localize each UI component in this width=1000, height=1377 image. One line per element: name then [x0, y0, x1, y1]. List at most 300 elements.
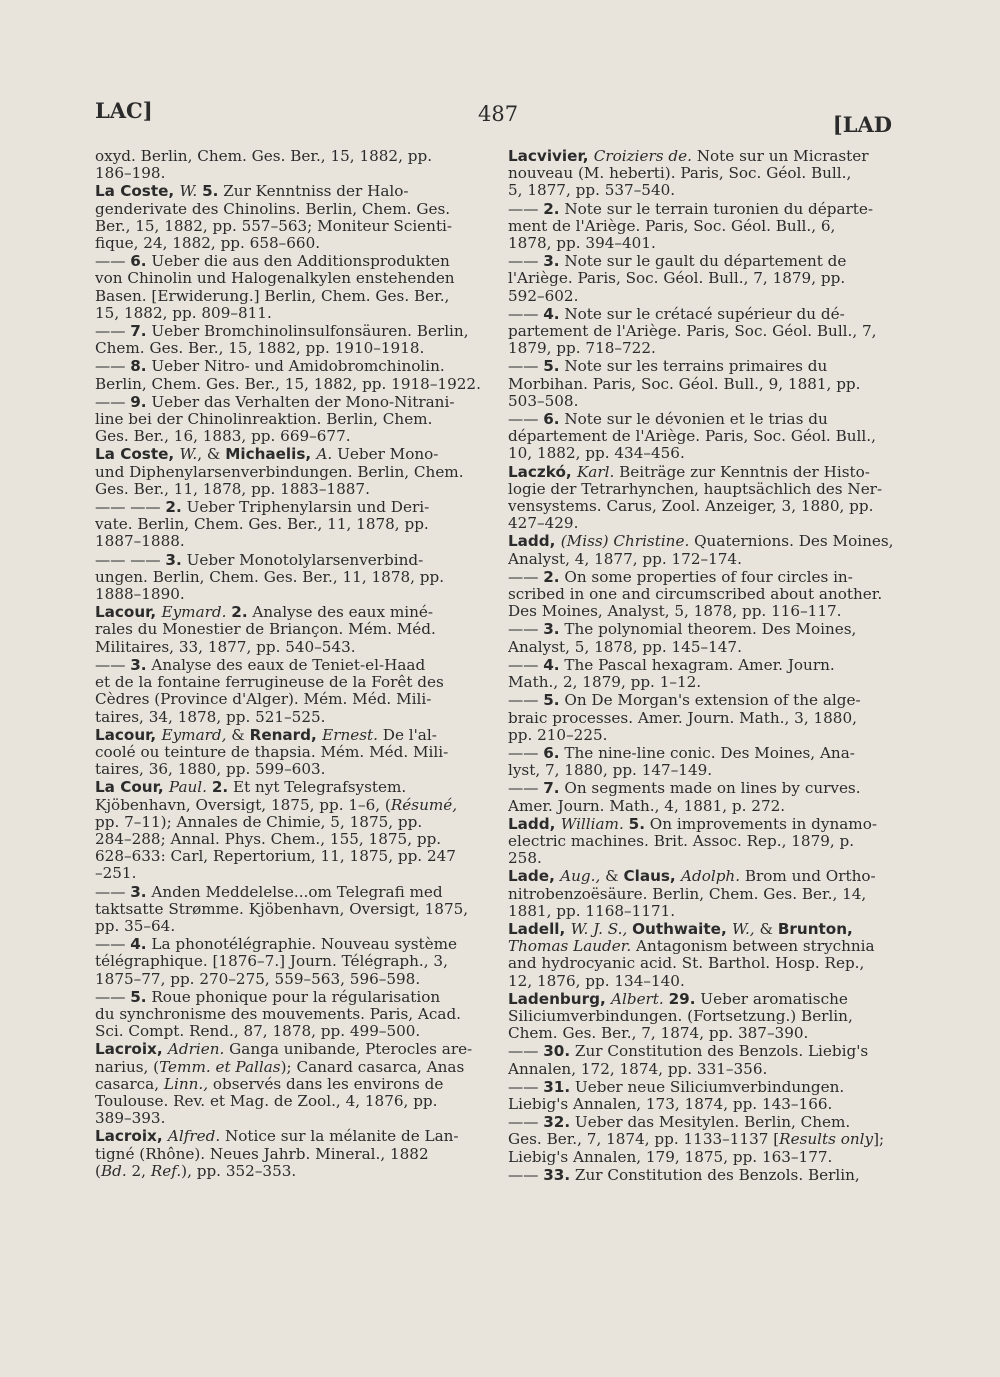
entry-text: vensystems. Carus, Zool. Anzeiger, 3, 1880, pp.: [508, 498, 874, 516]
entry-text: Ges. Ber., 7, 1874, pp. 1133–1137 [: [508, 1131, 780, 1149]
entry-text: Antagonism between strychnia: [631, 938, 875, 956]
entry-continuation-line: [508, 376, 893, 393]
entry-number: 7.: [130, 323, 147, 341]
entry-first-line: [95, 183, 483, 200]
entry-continuation-line: [508, 218, 893, 235]
entry-number: 6.: [543, 411, 560, 429]
entry-text: département de l'Ariège. Paris, Soc. Géol. Bull.,: [508, 428, 876, 446]
bibliography-entry: [95, 1041, 483, 1127]
bibliography-entry: [95, 604, 483, 656]
entry-continuation-line: [95, 376, 483, 393]
entry-text: ——: [508, 1078, 544, 1096]
entry-text: Ueber Monotolylarsenverbind-: [181, 551, 424, 569]
entry-number: 2.: [211, 779, 229, 797]
entry-text: 5, 1877, pp. 537–540.: [508, 182, 676, 200]
bibliography-entry: [508, 1043, 893, 1077]
entry-text: Siliciumverbindungen. (Fortsetzung.) Berlin,: [508, 1007, 853, 1025]
entry-first-line: [508, 657, 893, 674]
entry-text: &: [754, 920, 778, 938]
entry-first-line: [508, 306, 893, 323]
bibliography-entry: [508, 692, 893, 744]
entry-text: braic processes. Amer. Journ. Math., 3, 1880,: [508, 709, 857, 727]
entry-first-line: [95, 1128, 483, 1145]
entry-text: taires, 36, 1880, pp. 599–603.: [95, 761, 326, 779]
entry-continuation-line: [508, 674, 893, 691]
entry-text: La phonotélégraphie. Nouveau système: [146, 936, 457, 954]
entry-text: 389–393.: [95, 1110, 166, 1128]
entry-text: ——: [508, 621, 544, 639]
entry-continuation-line: [95, 831, 483, 848]
entry-text: ——: [508, 744, 544, 762]
entry-continuation-line: [95, 481, 483, 498]
entry-number: 3.: [543, 621, 560, 639]
entry-first-line: [508, 464, 893, 481]
entry-text: Note sur le crétacé supérieur du dé-: [559, 305, 845, 323]
entry-continuation-line: [95, 797, 483, 814]
entry-text: Beiträge zur Kenntnis der Histo-: [614, 463, 870, 481]
italic-text: W. J. S.,: [570, 920, 628, 938]
bibliography-entry: [95, 727, 483, 779]
entry-text: 503–508.: [508, 392, 579, 410]
entry-text: Basen. [Erwiderung.] Berlin, Chem. Ges. Ber.,: [95, 287, 450, 305]
entry-number: 5.: [628, 815, 645, 833]
entry-text: Ueber das Mesitylen. Berlin, Chem.: [570, 1114, 851, 1132]
entry-continuation-line: [508, 498, 893, 515]
entry-continuation-line: [95, 1110, 483, 1127]
entry-continuation-line: [508, 1061, 893, 1078]
entry-first-line: [508, 533, 893, 550]
entry-text: partement de l'Ariège. Paris, Soc. Géol. Bull., 7,: [508, 323, 877, 341]
entry-text: Ueber aromatische: [695, 990, 848, 1008]
entry-text: ——: [95, 393, 131, 411]
entry-number: 8.: [130, 358, 147, 376]
entry-text: 2,: [126, 1162, 151, 1180]
entry-text: tigné (Rhône). Neues Jahrb. Mineral., 1882: [95, 1145, 429, 1163]
entry-continuation-line: [95, 709, 483, 726]
entry-text: ), pp. 352–353.: [181, 1162, 297, 1180]
entry-text: Et nyt Telegrafsystem.: [228, 779, 407, 797]
entry-text: Sci. Compt. Rend., 87, 1878, pp. 499–500.: [95, 1023, 421, 1041]
entry-continuation-line: [95, 201, 483, 218]
entry-text: ——: [508, 1166, 544, 1184]
entry-text: 10, 1882, pp. 434–456.: [508, 445, 685, 463]
entry-continuation-line: [508, 428, 893, 445]
entry-text: 1888–1890.: [95, 586, 185, 604]
entry-continuation-line: [508, 182, 893, 199]
running-head-right: [LAD: [832, 112, 892, 137]
entry-continuation-line: [95, 1076, 483, 1093]
entry-number: 3.: [130, 656, 147, 674]
bibliography-entry: [95, 183, 483, 252]
entry-first-line: [95, 323, 483, 340]
entry-continuation-line: [508, 586, 893, 603]
italic-text: William.: [560, 815, 624, 833]
entry-text: ——: [95, 936, 131, 954]
entry-continuation-line: [95, 165, 483, 182]
entry-text: 12, 1876, pp. 134–140.: [508, 972, 685, 990]
entry-number: 2.: [543, 200, 560, 218]
entry-text: ——: [508, 411, 544, 429]
entry-first-line: [95, 604, 483, 621]
entry-first-line: [508, 253, 893, 270]
entry-first-line: [95, 394, 483, 411]
entry-continuation-line: [508, 481, 893, 498]
running-head-left: LAC]: [95, 98, 153, 123]
entry-text: oxyd. Berlin, Chem. Ges. Ber., 15, 1882, pp.: [95, 148, 433, 165]
entry-text: On some properties of four circles in-: [559, 568, 853, 586]
entry-continuation-line: [95, 340, 483, 357]
entry-continuation-line: [95, 639, 483, 656]
entry-first-line: [95, 446, 483, 463]
entry-first-line: [508, 411, 893, 428]
entry-number: 2.: [165, 499, 182, 517]
entry-number: 6.: [543, 744, 560, 762]
entry-first-line: [95, 358, 483, 375]
entry-first-line: [95, 1041, 483, 1058]
bibliography-entry: [95, 552, 483, 604]
entry-text: Cèdres (Province d'Alger). Mém. Méd. Mili-: [95, 691, 432, 709]
bibliography-entry: [508, 1079, 893, 1113]
entry-text: Kjöbenhavn, Oversigt, 1875, pp. 1–6, (: [95, 796, 391, 814]
entry-text: Berlin, Chem. Ges. Ber., 15, 1882, pp. 1918–1922.: [95, 375, 481, 393]
bibliography-entry: [508, 1167, 893, 1184]
entry-text: Ueber Bromchinolinsulfonsäuren. Berlin,: [146, 323, 469, 341]
entry-text: genderivate des Chinolins. Berlin, Chem. Ges.: [95, 200, 451, 218]
bibliography-entry: [508, 201, 893, 253]
entry-text: Des Moines, Analyst, 5, 1878, pp. 116–117.: [508, 603, 842, 621]
entry-text: Notice sur la mélanite de Lan-: [220, 1128, 459, 1146]
bibliography-entry: [95, 936, 483, 988]
entry-text: 1881, pp. 1168–1171.: [508, 902, 676, 920]
entry-text: 1887–1888.: [95, 533, 185, 551]
entry-continuation-line: [95, 533, 483, 550]
entry-continuation-line: [95, 761, 483, 778]
entry-number: 32.: [543, 1114, 571, 1132]
entry-number: 4.: [543, 656, 560, 674]
entry-first-line: [508, 1079, 893, 1096]
entry-text: —— ——: [95, 499, 166, 517]
entry-text: Ueber Nitro- und Amidobromchinolin.: [146, 358, 445, 376]
bibliography-entry: [508, 921, 893, 990]
italic-text: Résumé,: [390, 796, 458, 814]
entry-continuation-line: [508, 1025, 893, 1042]
entry-text: 15, 1882, pp. 809–811.: [95, 304, 272, 322]
entry-text: pp. 7–11); Annales de Chimie, 5, 1875, pp.: [95, 813, 423, 831]
italic-text: Ref.: [150, 1162, 182, 1180]
entry-text: 1878, pp. 394–401.: [508, 235, 656, 253]
bibliography-entry: [95, 989, 483, 1041]
entry-text: Brom und Ortho-: [740, 868, 876, 886]
entry-text: Note sur le gault du département de: [559, 253, 847, 271]
entry-number: 31.: [543, 1078, 571, 1096]
entry-text: rales du Monestier de Briançon. Mém. Méd.: [95, 621, 436, 639]
entry-text: Quaternions. Des Moines,: [689, 533, 893, 551]
entry-first-line: [508, 1114, 893, 1131]
entry-text: Anden Meddelelse...om Telegrafi med: [146, 883, 443, 901]
entry-text: pp. 35–64.: [95, 917, 176, 935]
entry-text: line bei der Chinolinreaktion. Berlin, Chem.: [95, 411, 433, 429]
entry-text: logie der Tetrarhynchen, hauptsächlich des Ner-: [508, 480, 883, 498]
entry-continuation-line: [95, 1146, 483, 1163]
entry-text: ——: [508, 200, 544, 218]
entry-text: Analyst, 4, 1877, pp. 172–174.: [508, 550, 742, 568]
entry-text: du synchronisme des mouvements. Paris, Acad.: [95, 1005, 462, 1023]
entry-text: (: [95, 1162, 101, 1180]
entry-text: electric machines. Brit. Assoc. Rep., 1879, p.: [508, 832, 855, 850]
italic-text: A.: [316, 446, 333, 464]
entry-first-line: [508, 201, 893, 218]
entry-first-line: [508, 745, 893, 762]
entry-text: ——: [508, 656, 544, 674]
entry-first-line: [95, 148, 483, 165]
entry-text: &: [226, 726, 250, 744]
bibliography-entry: [508, 253, 893, 305]
entry-text: von Chinolin und Halogenalkylen enstehenden: [95, 270, 455, 288]
author-name: Lacvivier,: [508, 148, 594, 165]
entry-text: télégraphique. [1876–7.] Journ. Télégraph., 3,: [95, 953, 448, 971]
entry-text: De l'al-: [377, 726, 437, 744]
author-name: La Cour,: [95, 779, 169, 797]
italic-text: Eymard.: [161, 604, 227, 622]
entry-text: Note sur le terrain turonien du départe-: [559, 200, 874, 218]
italic-text: Aug.,: [560, 868, 601, 886]
entry-number: 4.: [130, 936, 147, 954]
author-name: Laczkó,: [508, 463, 577, 481]
entry-continuation-line: [95, 288, 483, 305]
italic-text: Linn.,: [163, 1075, 209, 1093]
entry-text: On improvements in dynamo-: [644, 815, 877, 833]
author-name: Renard,: [249, 726, 323, 744]
entry-text: 592–602.: [508, 287, 579, 305]
entry-text: 284–288; Annal. Phys. Chem., 155, 1875, pp.: [95, 830, 442, 848]
author-name: Michaelis,: [225, 446, 317, 464]
entry-text: 186–198.: [95, 165, 166, 183]
entry-text: Zur Constitution des Benzols. Berlin,: [570, 1166, 860, 1184]
entry-text: l'Ariège. Paris, Soc. Géol. Bull., 7, 1879, pp.: [508, 270, 846, 288]
entry-text: Ueber Triphenylarsin und Deri-: [181, 499, 430, 517]
entry-continuation-line: [95, 1163, 483, 1180]
entry-number: 4.: [543, 305, 560, 323]
bibliography-entry: [95, 148, 483, 182]
bibliography-entry: [95, 499, 483, 551]
entry-number: 2.: [231, 604, 248, 622]
entry-number: 7.: [543, 780, 560, 798]
entry-text: Ber., 15, 1882, pp. 557–563; Moniteur Scienti-: [95, 217, 453, 235]
entry-continuation-line: [508, 903, 893, 920]
entry-continuation-line: [508, 973, 893, 990]
italic-text: Paul.: [168, 779, 207, 797]
bibliography-entry: [508, 306, 893, 358]
entry-text: ——: [508, 692, 544, 710]
italic-text: (Miss) Christine.: [560, 533, 690, 551]
entry-first-line: [95, 253, 483, 270]
entry-text: narius, (: [95, 1058, 160, 1076]
bibliography-entry: [508, 533, 893, 567]
entry-text: ——: [508, 1114, 544, 1132]
author-name: Ladenburg,: [508, 990, 612, 1008]
entry-continuation-line: [95, 865, 483, 882]
italic-text: Albert.: [611, 990, 664, 1008]
entry-continuation-line: [95, 270, 483, 287]
author-name: Lacour,: [95, 604, 162, 622]
italic-text: Bd.: [100, 1162, 127, 1180]
entry-text: ——: [95, 253, 131, 271]
entry-continuation-line: [95, 621, 483, 638]
entry-number: 2.: [543, 568, 560, 586]
entry-continuation-line: [508, 938, 893, 955]
entry-text: Chem. Ges. Ber., 15, 1882, pp. 1910–1918.: [95, 340, 425, 358]
bibliography-entry: [508, 780, 893, 814]
author-name: Ladd,: [508, 815, 561, 833]
entry-continuation-line: [95, 586, 483, 603]
entry-continuation-line: [95, 428, 483, 445]
italic-text: W.: [179, 183, 198, 201]
entry-continuation-line: [508, 235, 893, 252]
entry-text: 628–633: Carl, Repertorium, 11, 1875, pp. 247: [95, 848, 456, 866]
entry-text: ——: [508, 305, 544, 323]
entry-text: 427–429.: [508, 515, 579, 533]
author-name: Outhwaite,: [632, 920, 733, 938]
entry-text: Zur Constitution des Benzols. Liebig's: [570, 1043, 869, 1061]
entry-text: The Pascal hexagram. Amer. Journ.: [559, 656, 835, 674]
entry-continuation-line: [95, 901, 483, 918]
right-column: [508, 148, 893, 1185]
entry-text: Note sur le dévonien et le trias du: [559, 411, 828, 429]
entry-text: ——: [95, 988, 131, 1006]
italic-text: W.,: [732, 920, 755, 938]
italic-text: Temm. et Pallas: [159, 1058, 281, 1076]
entry-text: Analyse des eaux de Teniet-el-Haad: [146, 656, 426, 674]
entry-first-line: [508, 148, 893, 165]
entry-number: 9.: [130, 393, 147, 411]
entry-text: ——: [95, 656, 131, 674]
entry-continuation-line: [508, 288, 893, 305]
entry-first-line: [508, 816, 893, 833]
italic-text: Eymard,: [161, 726, 227, 744]
entry-continuation-line: [508, 639, 893, 656]
entry-text: Militaires, 33, 1877, pp. 540–543.: [95, 638, 356, 656]
entry-text: Chem. Ges. Ber., 7, 1874, pp. 387–390.: [508, 1025, 809, 1043]
entry-text: pp. 210–225.: [508, 726, 608, 744]
entry-continuation-line: [508, 270, 893, 287]
entry-continuation-line: [508, 1149, 893, 1166]
entry-text: Liebig's Annalen, 173, 1874, pp. 143–166.: [508, 1095, 833, 1113]
entry-continuation-line: [508, 727, 893, 744]
bibliography-entry: [508, 411, 893, 463]
entry-continuation-line: [508, 323, 893, 340]
entry-continuation-line: [508, 1096, 893, 1113]
entry-text: Roue phonique pour la régularisation: [146, 988, 441, 1006]
author-name: Lacroix,: [95, 1041, 168, 1059]
entry-text: The polynomial theorem. Des Moines,: [559, 621, 857, 639]
entry-first-line: [508, 358, 893, 375]
entry-continuation-line: [508, 515, 893, 532]
bibliography-entry: [508, 148, 893, 200]
italic-text: Thomas Lauder.: [508, 938, 632, 956]
entry-number: 3.: [165, 551, 182, 569]
entry-continuation-line: [95, 218, 483, 235]
entry-continuation-line: [95, 691, 483, 708]
entry-continuation-line: [508, 886, 893, 903]
entry-text: coolé ou teinture de thapsia. Mém. Méd. Mili-: [95, 743, 449, 761]
entry-number: 29.: [668, 990, 696, 1008]
entry-continuation-line: [508, 1008, 893, 1025]
entry-continuation-line: [508, 850, 893, 867]
entry-first-line: [508, 921, 893, 938]
bibliography-entry: [508, 1114, 893, 1166]
entry-number: 6.: [130, 253, 147, 271]
entry-text: und Diphenylarsenverbindungen. Berlin, Chem.: [95, 463, 464, 481]
entry-text: Liebig's Annalen, 179, 1875, pp. 163–177.: [508, 1148, 833, 1166]
entry-text: taktsatte Strømme. Kjöbenhavn, Oversigt, 1875,: [95, 900, 469, 918]
entry-text: 1875–77, pp. 270–275, 559–563, 596–598.: [95, 970, 421, 988]
author-name: La Coste,: [95, 446, 180, 464]
entry-text: Analyse des eaux miné-: [247, 604, 433, 622]
bibliography-entry: [95, 657, 483, 726]
entry-text: Ges. Ber., 16, 1883, pp. 669–677.: [95, 428, 351, 446]
entry-first-line: [95, 499, 483, 516]
entry-first-line: [95, 657, 483, 674]
bibliography-entry: [508, 358, 893, 410]
entry-first-line: [508, 1167, 893, 1184]
entry-continuation-line: [95, 516, 483, 533]
entry-text: ——: [508, 253, 544, 271]
author-name: La Coste,: [95, 183, 180, 201]
entry-continuation-line: [95, 235, 483, 252]
author-name: Ladd,: [508, 533, 561, 551]
entry-continuation-line: [508, 551, 893, 568]
entry-continuation-line: [95, 1093, 483, 1110]
italic-text: Croiziers de.: [593, 148, 692, 165]
entry-first-line: [508, 569, 893, 586]
entry-number: 5.: [130, 988, 147, 1006]
entry-continuation-line: [95, 569, 483, 586]
bibliography-entry: [508, 657, 893, 691]
entry-text: ——: [95, 358, 131, 376]
entry-text: Annalen, 172, 1874, pp. 331–356.: [508, 1060, 768, 1078]
entry-text: 1879, pp. 718–722.: [508, 340, 656, 358]
entry-text: ——: [508, 780, 544, 798]
entry-continuation-line: [95, 1023, 483, 1040]
entry-continuation-line: [95, 848, 483, 865]
entry-text: Zur Kenntniss der Halo-: [218, 183, 409, 201]
entry-text: Note sur les terrains primaires du: [559, 358, 828, 376]
entry-text: scribed in one and circumscribed about another.: [508, 586, 883, 604]
entry-first-line: [95, 884, 483, 901]
bibliography-entry: [508, 745, 893, 779]
entry-text: Ueber die aus den Additionsprodukten: [146, 253, 450, 271]
italic-text: Results only: [779, 1131, 874, 1149]
entry-text: Ueber Mono-: [332, 446, 439, 464]
entry-number: 33.: [543, 1166, 571, 1184]
entry-first-line: [95, 936, 483, 953]
entry-text: Ueber neue Siliciumverbindungen.: [570, 1078, 845, 1096]
entry-number: 30.: [543, 1043, 571, 1061]
entry-text: Ges. Ber., 11, 1878, pp. 1883–1887.: [95, 480, 370, 498]
entry-continuation-line: [508, 833, 893, 850]
entry-continuation-line: [95, 1006, 483, 1023]
entry-continuation-line: [508, 165, 893, 182]
entry-text: nouveau (M. heberti). Paris, Soc. Géol. Bull.,: [508, 165, 852, 183]
entry-text: 258.: [508, 850, 542, 868]
entry-continuation-line: [508, 955, 893, 972]
entry-text: and hydrocyanic acid. St. Barthol. Hosp. Rep.,: [508, 955, 865, 973]
entry-continuation-line: [508, 340, 893, 357]
entry-number: 5.: [543, 358, 560, 376]
entry-first-line: [508, 991, 893, 1008]
entry-text: ];: [873, 1131, 885, 1149]
bibliography-entry: [95, 446, 483, 498]
